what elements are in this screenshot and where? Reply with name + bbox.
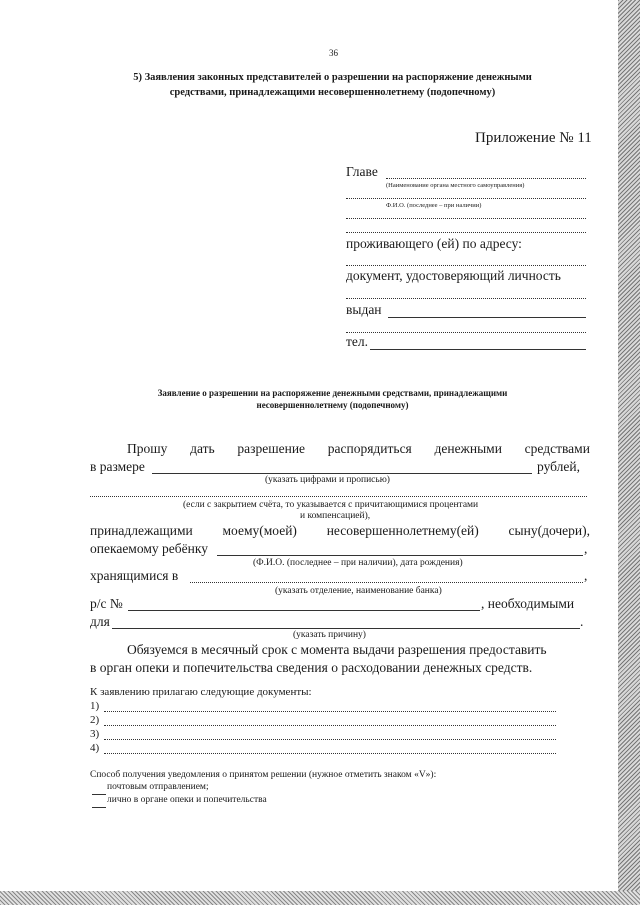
option-postal-label: почтовым отправлением; [107,782,209,792]
document-title-line2: несовершеннолетнему (подопечному) [256,400,409,410]
obligation-line2: в орган опеки и попечительства сведения о расходовании денежных средств. [90,660,533,675]
attachment-item-3-number: 3) [90,728,100,740]
reason-period: . [580,614,584,629]
fio-line-2[interactable] [346,232,586,233]
notification-heading: Способ получения уведомления о принятом решении (нужное отметить знаком «V»): [90,770,437,780]
ward-prefix: опекаемому ребёнку [90,541,208,556]
word-1: Прошу [127,441,168,456]
glave-hint: (Наименование органа местного самоуправления) [386,182,525,189]
attachment-item-4-line[interactable] [104,753,556,754]
bank-hint: (указать отделение, наименование банка) [275,586,442,596]
appendix-label: Приложение № 11 [475,130,592,146]
for-prefix: для [90,614,110,629]
belong-word-1: принадлежащими [90,523,193,538]
closing-line[interactable] [90,496,587,497]
amount-suffix: рублей, [537,459,581,474]
obligation-line1: Обязуемся в месячный срок с момента выдачи разрешения предоставить [127,642,547,657]
belong-word-2: моему(моей) [222,523,297,538]
phone-label: тел. [346,334,369,349]
attachment-item-2-number: 2) [90,714,100,726]
id-document-line[interactable] [346,298,586,299]
attachment-item-1-number: 1) [90,700,100,712]
ward-hint: (Ф.И.О. (последнее – при наличии), дата рождения) [253,558,463,568]
reason-hint: (указать причину) [293,630,366,640]
word-4: распорядиться [327,441,412,456]
id-document-label: документ, удостоверяющий личность [346,268,561,283]
closing-hint-2: и компенсацией), [300,511,371,521]
account-prefix: р/с № [90,596,123,611]
option-postal-checkbox[interactable] [92,794,106,795]
request-line [127,441,590,457]
scan-edge-right [618,0,640,905]
option-in-person-label: лично в органе опеки и попечительства [107,795,267,805]
belonging-line [90,523,590,539]
scan-edge-bottom [0,891,640,905]
word-2: дать [190,441,215,456]
belong-word-3: несовершеннолетнему(ей) [326,523,479,538]
stored-prefix: хранящимися в [90,568,179,583]
word-3: разрешение [237,441,306,456]
bank-line[interactable] [190,582,583,583]
issued-line-2[interactable] [346,332,586,333]
account-suffix: , необходимыми [481,596,575,611]
amount-prefix: в размере [90,459,145,474]
word-6: средствами [524,441,590,456]
amount-line[interactable] [152,473,532,474]
glave-label: Главе [346,164,378,179]
reason-line[interactable] [112,628,580,629]
attachment-item-3-line[interactable] [104,739,556,740]
closing-hint-1: (если с закрытием счёта, то указывается с причитающимися процентами [183,500,479,510]
phone-line[interactable] [370,349,586,350]
amount-hint: (указать цифрами и прописью) [265,475,390,485]
ward-comma: , [584,541,588,556]
document-title-line1: Заявление о разрешении на распоряжение денежными средствами, принадлежащими [157,388,508,398]
address-line[interactable] [346,265,586,266]
bank-comma: , [584,568,588,583]
fio-hint: Ф.И.О. (последнее – при наличии) [386,202,482,209]
section-heading-line1: 5) Заявления законных представителей о разрешении на распоряжение денежными [133,72,532,83]
issued-line[interactable] [388,317,586,318]
word-5: денежными [434,441,502,456]
attachments-heading: К заявлению прилагаю следующие документы: [90,686,312,698]
page-number: 36 [329,48,338,58]
authority-line[interactable] [346,198,586,199]
glave-line[interactable] [386,178,586,179]
fio-line-1[interactable] [346,218,586,219]
section-heading-line2: средствами, принадлежащими несовершеннолетнему (подопечному) [169,87,496,98]
attachment-item-2-line[interactable] [104,725,556,726]
address-label: проживающего (ей) по адресу: [346,236,522,251]
ward-line[interactable] [217,555,583,556]
attachment-item-4-number: 4) [90,742,100,754]
belong-word-4: сыну(дочери), [508,523,590,538]
issued-label: выдан [346,302,382,317]
attachment-item-1-line[interactable] [104,711,556,712]
option-in-person-checkbox[interactable] [92,807,106,808]
account-line[interactable] [128,610,480,611]
